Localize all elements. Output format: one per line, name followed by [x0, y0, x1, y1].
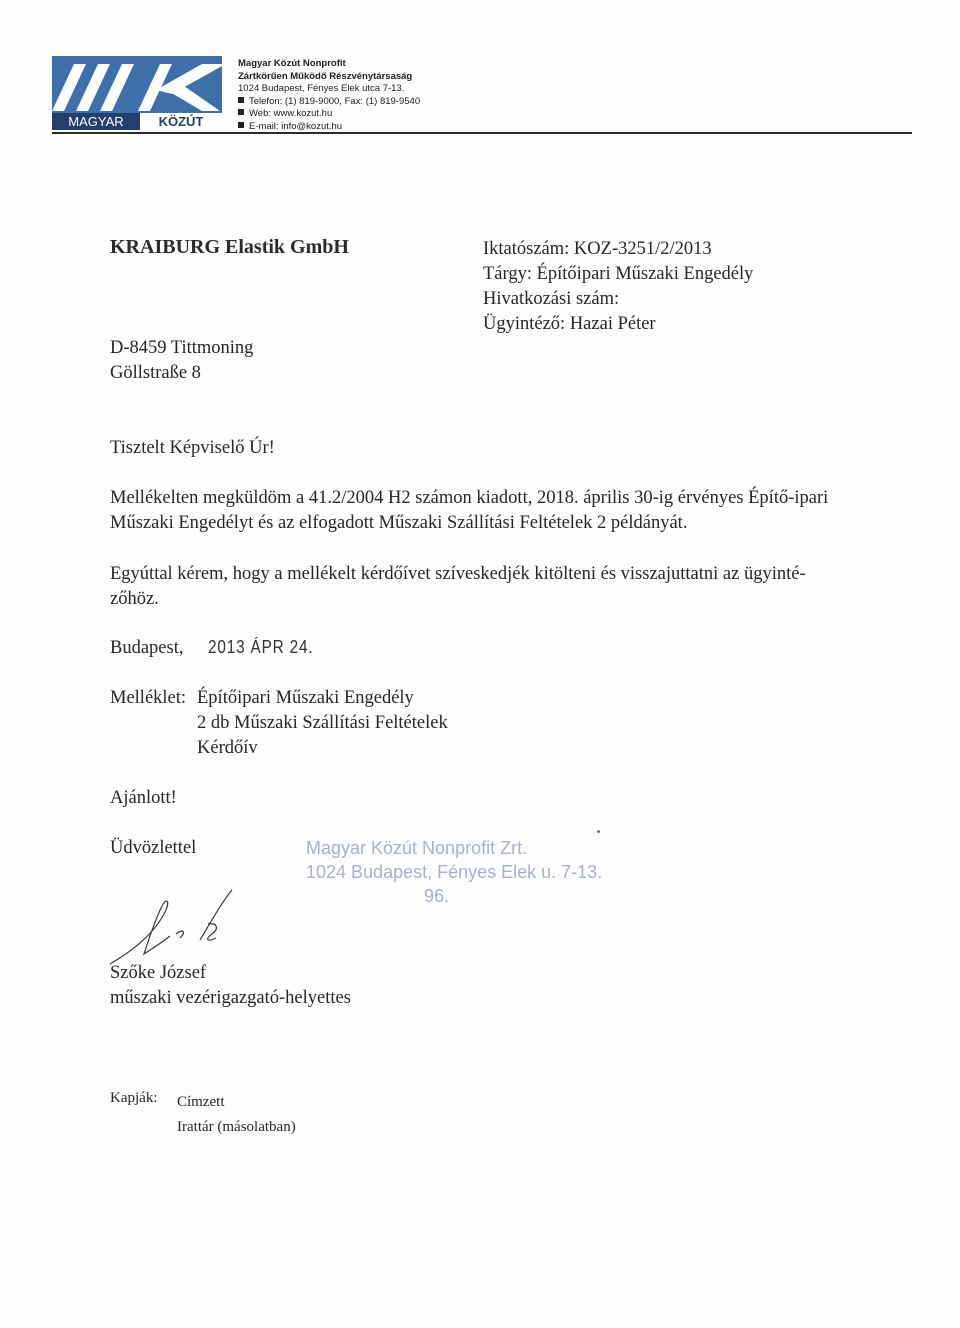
subject-line: Tárgy: Építőipari Műszaki Engedély: [483, 264, 754, 284]
salutation: Tisztelt Képviselő Úr!: [110, 438, 275, 458]
case-officer: Ügyintéző: Hazai Péter: [483, 314, 656, 334]
header-divider: [52, 132, 912, 134]
copy-recipient: Címzett: [177, 1094, 225, 1110]
recipient-address-line: D-8459 Tittmoning: [110, 338, 254, 358]
bullet-icon: [238, 122, 244, 128]
stamp-line: Magyar Közút Nonprofit Zrt.: [306, 838, 528, 858]
closing: Üdvözlettel: [110, 838, 197, 858]
company-web-line: Web: www.kozut.hu: [249, 108, 333, 119]
copies-label: Kapják:: [110, 1090, 158, 1106]
date-stamp: 2013 ÁPR 24.: [208, 637, 314, 657]
company-address-line: 1024 Budapest, Fényes Elek utca 7-13.: [238, 83, 405, 94]
signer-title: műszaki vezérigazgató-helyettes: [110, 988, 351, 1008]
enclosure-item: Építőipari Műszaki Engedély: [197, 688, 414, 708]
company-name-line: Magyar Közút Nonprofit: [238, 58, 346, 69]
body-paragraph: Egyúttal kérem, hogy a mellékelt kérdőívet szíveskedjék kitölteni és visszajuttatni az ügyinté-zőhöz.: [110, 564, 806, 609]
enclosure-item: 2 db Műszaki Szállítási Feltételek: [197, 713, 448, 733]
stamp-line: 1024 Budapest, Fényes Elek u. 7-13.: [306, 862, 603, 882]
recipient-address: [110, 336, 253, 386]
bullet-icon: [238, 97, 244, 103]
handwritten-signature: [104, 880, 254, 970]
body-paragraph: Mellékelten megküldöm a 41.2/2004 H2 számon kiadott, 2018. április 30-ig érvényes Építő-ipari Műszaki Engedélyt és az elfogadott Műszaki Szállítási Feltételek 2 példányát.: [110, 488, 829, 533]
logo-text-left: MAGYAR: [68, 114, 124, 129]
company-email-line: E-mail: info@kozut.hu: [249, 120, 343, 132]
enclosure-item: Kérdőív: [197, 738, 258, 758]
recipient-address-line: Göllstraße 8: [110, 363, 201, 383]
scan-speck: [597, 830, 600, 833]
place-of-issue: Budapest,: [110, 638, 184, 658]
enclosure-list: [197, 686, 448, 761]
reference-block: [483, 237, 753, 337]
magyar-kozut-logo: [52, 56, 222, 130]
signer-name: Szőke József: [110, 963, 207, 983]
reference-number: Hivatkozási szám:: [483, 289, 620, 309]
registered-mail-note: Ajánlott!: [110, 788, 177, 808]
bullet-icon: [238, 109, 244, 115]
copies-list: [177, 1090, 296, 1140]
logo-text-right: KÖZÚT: [158, 114, 204, 129]
company-form-line: Zártkörűen Működő Részvénytársaság: [238, 70, 413, 82]
company-contact-block: [238, 58, 420, 133]
stamp-line: 96.: [424, 886, 450, 906]
enclosure-label: Melléklet:: [110, 688, 187, 708]
company-stamp: [306, 836, 602, 908]
copy-recipient: Irattár (másolatban): [177, 1119, 296, 1135]
company-phone-line: Telefon: (1) 819-9000, Fax: (1) 819-9540: [249, 95, 421, 107]
file-number: Iktatószám: KOZ-3251/2/2013: [483, 239, 712, 259]
recipient-name: KRAIBURG Elastik GmbH: [110, 236, 349, 258]
